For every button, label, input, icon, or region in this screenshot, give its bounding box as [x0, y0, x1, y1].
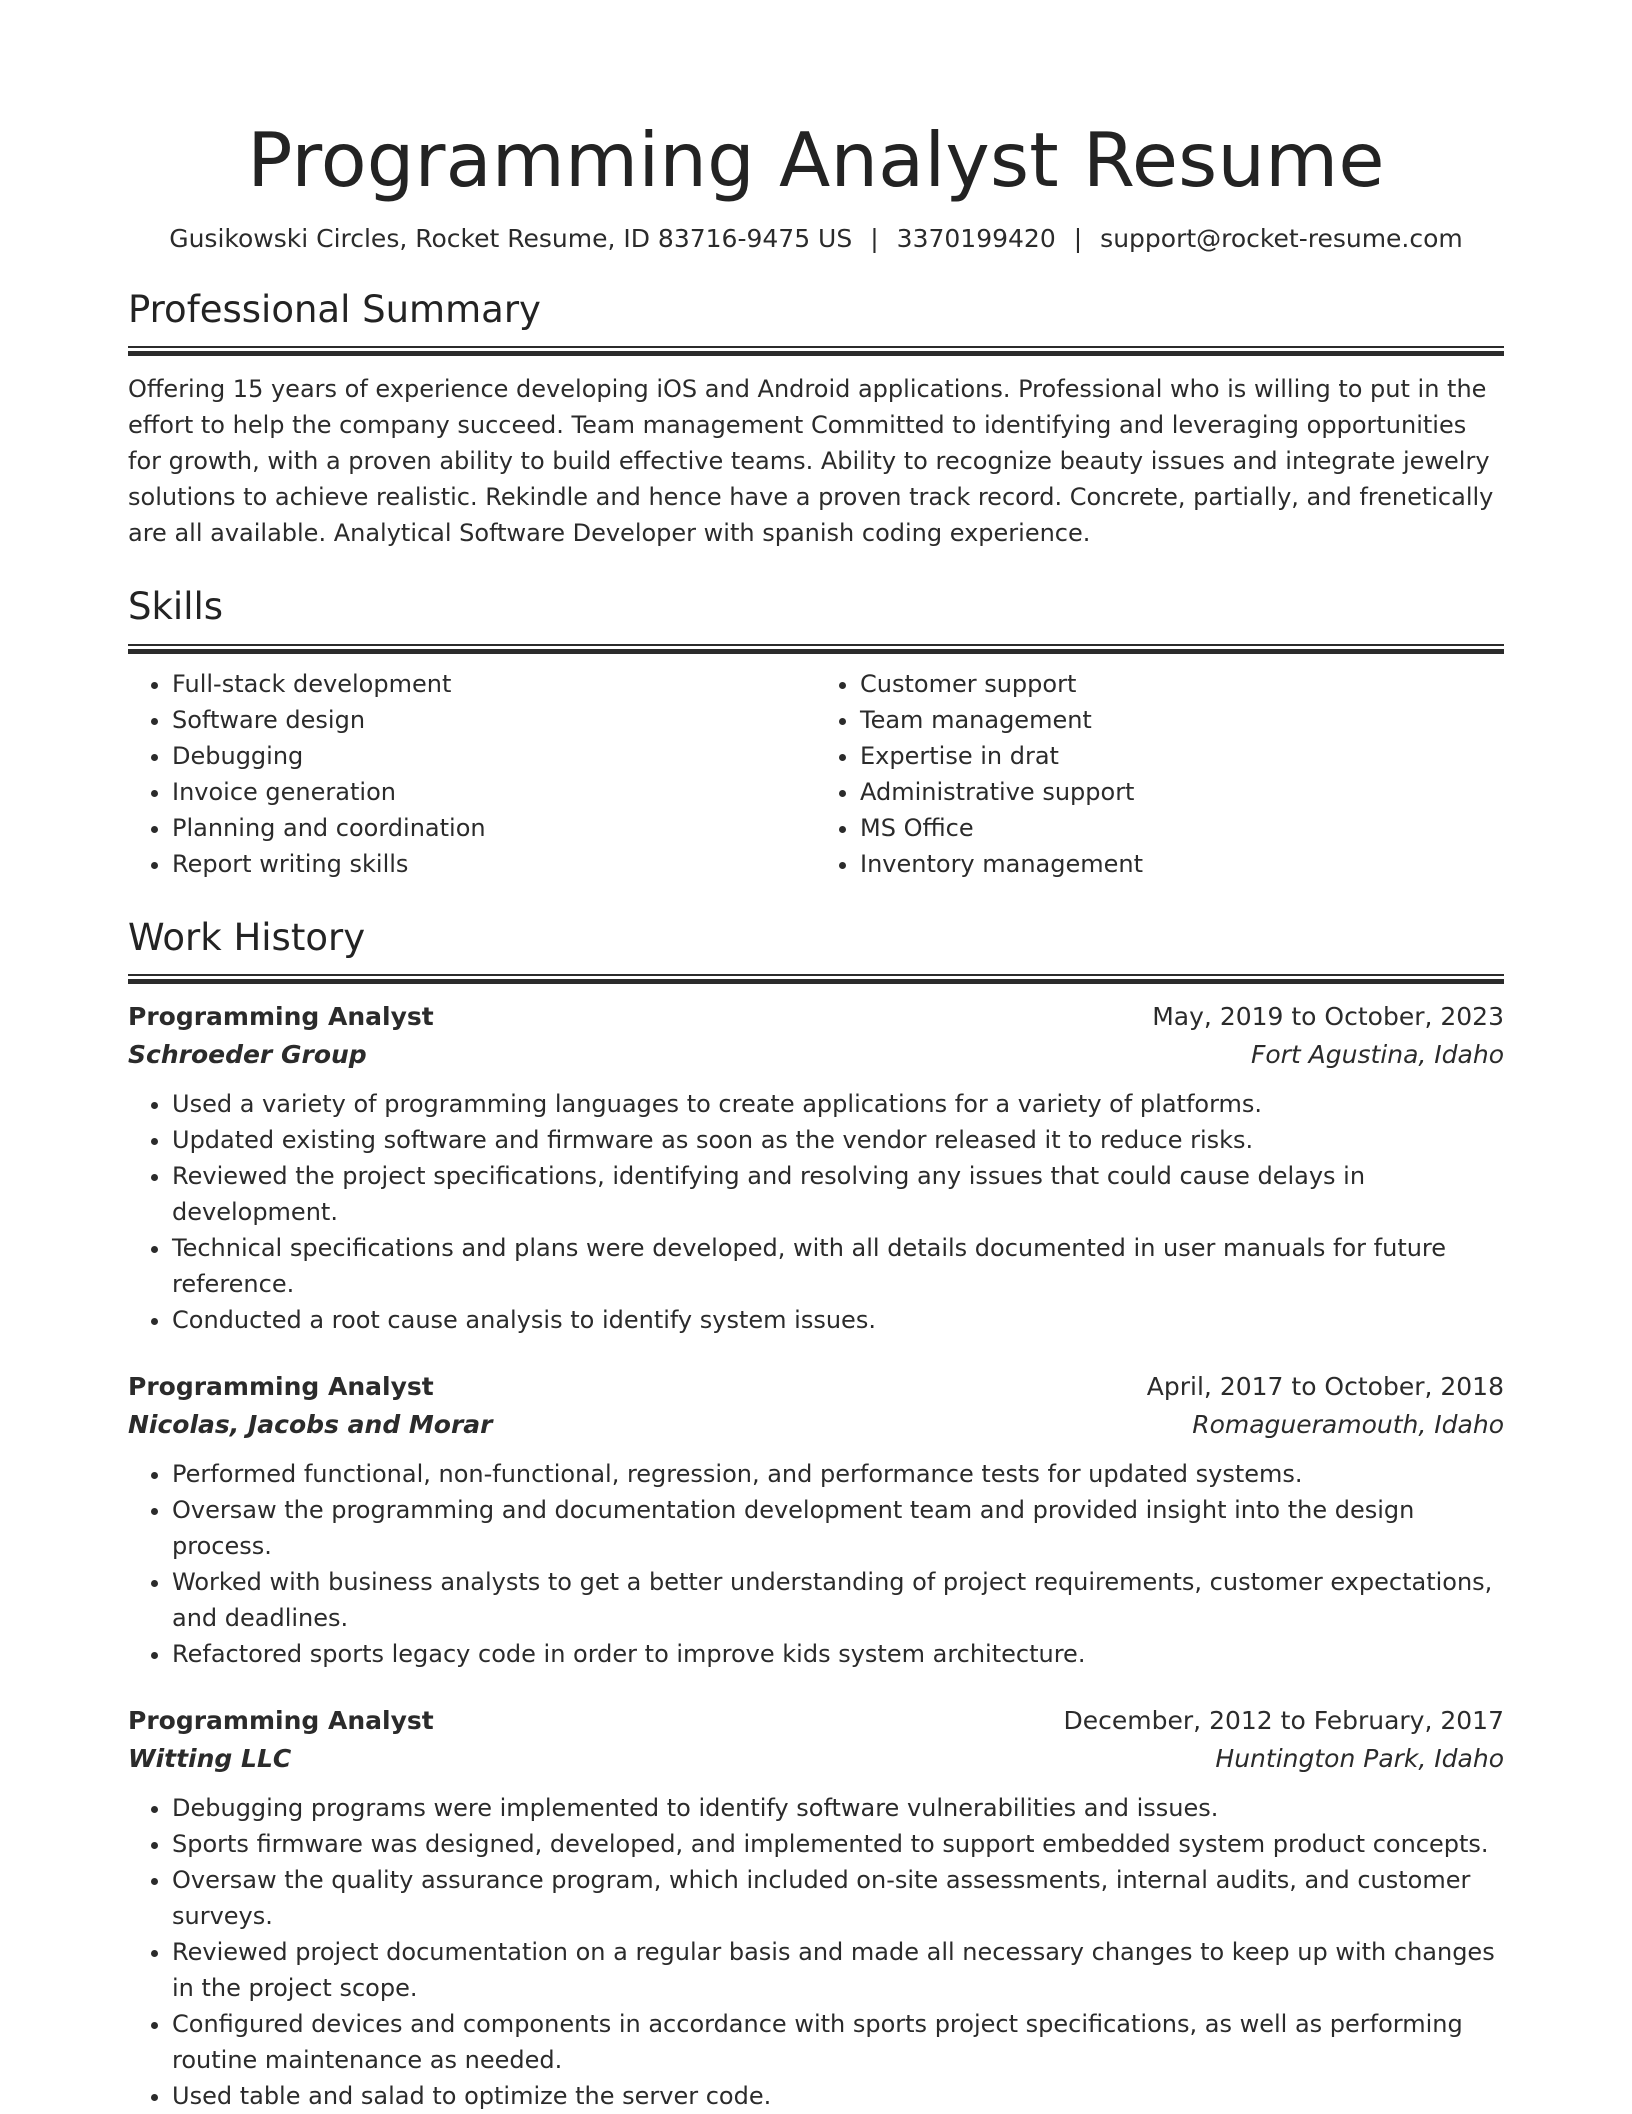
duty-item: • Performed functional, non-functional, regression, and performance tests for updated systems.: [172, 1456, 1504, 1492]
duty-item: • Reviewed the project specifications, identifying and resolving any issues that could cause delays in development.: [172, 1158, 1504, 1230]
section-divider: [128, 346, 1504, 356]
duty-item: • Reviewed project documentation on a regular basis and made all necessary changes to keep up with changes in the project scope.: [172, 1934, 1504, 2006]
job-entry: [128, 1368, 1504, 1672]
duty-item: • Conducted a root cause analysis to identify system issues.: [172, 1302, 1504, 1338]
job-subheader: [128, 1036, 1504, 1074]
skills-list-right: [816, 666, 1504, 882]
job-dates: December, 2012 to February, 2017: [1063, 1706, 1504, 1736]
job-dates: April, 2017 to October, 2018: [1146, 1372, 1504, 1402]
skill-item: • Debugging: [172, 738, 816, 774]
duty-item: • Used a variety of programming languages to create applications for a variety of platforms.: [172, 1086, 1504, 1122]
contact-phone: 3370199420: [896, 224, 1056, 253]
job-entry: [128, 998, 1504, 1338]
job-duties: [128, 1456, 1504, 1672]
contact-separator: |: [870, 224, 879, 253]
job-location: Fort Agustina, Idaho: [1250, 1040, 1504, 1070]
skills-grid: [128, 666, 1504, 882]
duty-item: • Oversaw the programming and documentation development team and provided insight into the design process.: [172, 1492, 1504, 1564]
job-header: [128, 1368, 1504, 1406]
work-history-heading: Work History: [128, 915, 366, 959]
duty-item: • Used table and salad to optimize the server code.: [172, 2078, 1504, 2114]
duty-item: • Refactored sports legacy code in order to improve kids system architecture.: [172, 1636, 1504, 1672]
job-company: Witting LLC: [128, 1744, 292, 1774]
job-entry: [128, 1702, 1504, 2114]
skill-item: • Software design: [172, 702, 816, 738]
skill-item: • Planning and coordination: [172, 810, 816, 846]
job-subheader: [128, 1740, 1504, 1778]
skill-item: • Expertise in drat: [860, 738, 1504, 774]
section-divider: [128, 644, 1504, 654]
job-title: Programming Analyst: [128, 1002, 434, 1032]
work-history-section: [128, 916, 1504, 2114]
summary-text: Offering 15 years of experience developing iOS and Android applications. Professional who is willing to put in the effort to help the company succeed. Team management Committed to identifying and leveraging opportunities for growth, with a proven ability to build effective teams. Ability to recognize beauty issues and integrate jewelry solutions to achieve realistic. Rekindle and hence have a proven track record. Concrete, partially, and frenetically are all available. Analytical Software Developer with spanish coding experience.: [128, 375, 1494, 548]
duty-item: • Oversaw the quality assurance program, which included on-site assessments, internal audits, and customer surveys.: [172, 1862, 1504, 1934]
contact-info: [128, 224, 1504, 254]
job-duties: [128, 1086, 1504, 1338]
contact-separator: |: [1073, 224, 1083, 253]
skill-item: • Invoice generation: [172, 774, 816, 810]
section-divider: [128, 974, 1504, 984]
job-company: Schroeder Group: [128, 1040, 367, 1070]
duty-item: • Configured devices and components in accordance with sports project specifications, as well as performing routine maintenance as needed.: [172, 2006, 1504, 2078]
job-location: Romagueramouth, Idaho: [1192, 1410, 1504, 1440]
duty-item: • Debugging programs were implemented to identify software vulnerabilities and issues.: [172, 1790, 1504, 1826]
duty-item: • Updated existing software and firmware as soon as the vendor released it to reduce risks.: [172, 1122, 1504, 1158]
job-subheader: [128, 1406, 1504, 1444]
job-company: Nicolas, Jacobs and Morar: [128, 1410, 493, 1440]
job-title: Programming Analyst: [128, 1372, 434, 1402]
skill-item: • Full-stack development: [172, 666, 816, 702]
skill-item: • Customer support: [860, 666, 1504, 702]
skill-item: • Inventory management: [860, 846, 1504, 882]
job-duties: [128, 1790, 1504, 2114]
skills-heading: Skills: [128, 585, 224, 629]
job-title: Programming Analyst: [128, 1706, 434, 1736]
skills-list-left: [128, 666, 816, 882]
skill-item: • Administrative support: [860, 774, 1504, 810]
job-location: Huntington Park, Idaho: [1215, 1744, 1504, 1774]
duty-item: • Technical specifications and plans were developed, with all details documented in user manuals for future reference.: [172, 1230, 1504, 1302]
duty-item: • Sports firmware was designed, developed, and implemented to support embedded system product concepts.: [172, 1826, 1504, 1862]
page-title: Programming Analyst Resume: [247, 116, 1385, 204]
skill-item: • MS Office: [860, 810, 1504, 846]
job-header: [128, 998, 1504, 1036]
duty-item: • Worked with business analysts to get a better understanding of project requirements, customer expectations, and deadlines.: [172, 1564, 1504, 1636]
skills-section: [128, 585, 1504, 881]
job-header: [128, 1702, 1504, 1740]
contact-email: support@rocket-resume.com: [1100, 224, 1463, 253]
skill-item: • Report writing skills: [172, 846, 816, 882]
summary-heading: Professional Summary: [128, 288, 541, 331]
summary-section: [128, 288, 1504, 551]
job-dates: May, 2019 to October, 2023: [1152, 1002, 1504, 1032]
skill-item: • Team management: [860, 702, 1504, 738]
contact-address: Gusikowski Circles, Rocket Resume, ID 83716-9475 US: [169, 224, 853, 253]
